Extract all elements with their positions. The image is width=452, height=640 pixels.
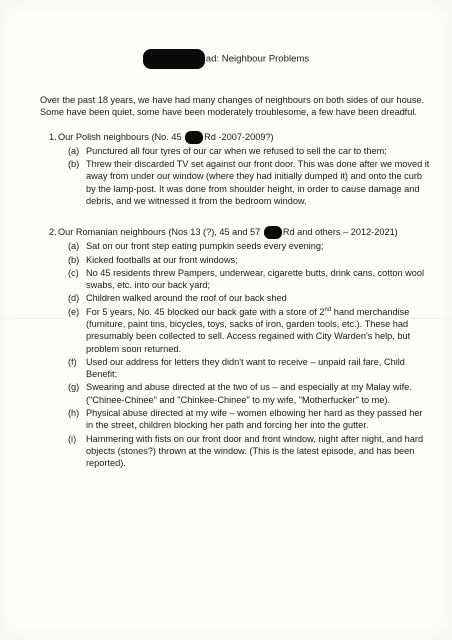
list-item bbox=[68, 267, 430, 292]
item-label: (b) bbox=[68, 254, 80, 265]
document-title bbox=[0, 49, 452, 69]
document-body bbox=[40, 94, 430, 471]
list-item bbox=[68, 433, 430, 470]
item-text: Hammering with fists on our front door and front window, night after night, and hard objects (stones?) thrown at the window. (This is the latest episode, and has been reported). bbox=[86, 433, 424, 469]
section-heading bbox=[58, 226, 430, 239]
item-text: Physical abuse directed at my wife – women elbowing her hard as they passed her in the street, children blocking her path and forcing her into the gutter. bbox=[86, 408, 423, 431]
list-item bbox=[68, 306, 430, 355]
item-label: (a) bbox=[68, 241, 80, 252]
item-label: (b) bbox=[68, 158, 80, 169]
item-label: (h) bbox=[68, 408, 80, 419]
redaction-mark bbox=[185, 131, 203, 144]
list-item bbox=[68, 240, 430, 252]
superscript: nd bbox=[324, 306, 332, 313]
item-text: Used our address for letters they didn't want to receive – unpaid rail fare, Child Benefit; bbox=[86, 356, 405, 380]
item-label: (i) bbox=[68, 433, 77, 444]
section-polish-neighbours bbox=[40, 131, 430, 208]
heading-text-post: Rd -2007-2009?) bbox=[204, 131, 274, 142]
item-label: (d) bbox=[68, 293, 80, 304]
list-item bbox=[68, 254, 430, 266]
section-romanian-neighbours bbox=[40, 226, 430, 469]
item-text: Sat on our front step eating pumpkin seeds every evening; bbox=[86, 241, 324, 252]
list-item bbox=[68, 292, 430, 304]
redaction-mark bbox=[143, 49, 205, 69]
item-label: (f) bbox=[68, 356, 77, 367]
item-text: Punctured all four tyres of our car when we refused to sell the car to them; bbox=[86, 145, 387, 156]
item-label: (c) bbox=[68, 267, 79, 278]
item-label: (e) bbox=[68, 306, 80, 317]
heading-text-post: Rd and others – 2012-2021) bbox=[282, 227, 398, 238]
list-item bbox=[68, 381, 430, 406]
item-text: Swearing and abuse directed at the two of us – and especially at my Malay wife. ("Chinee-Chinee" and "Chinkee-Chinee" to my wife, "Motherfucker" to me). bbox=[86, 382, 412, 405]
section-number: 2. bbox=[49, 227, 57, 238]
section-heading bbox=[58, 131, 430, 144]
item-label: (a) bbox=[68, 145, 80, 156]
title-text: ad: Neighbour Problems bbox=[205, 53, 310, 65]
list-item bbox=[68, 158, 430, 207]
item-text: Children walked around the roof of our back shed bbox=[86, 293, 287, 304]
list-item bbox=[68, 145, 430, 157]
heading-text-pre: Our Polish neighbours (No. 45 bbox=[58, 131, 182, 142]
item-text: Kicked footballs at our front windows; bbox=[86, 254, 238, 265]
list-item bbox=[68, 356, 430, 381]
item-label: (g) bbox=[68, 382, 80, 393]
item-text: No 45 residents threw Pampers, underwear, cigarette butts, drink cans, cotton wool swabs, etc. into our back yard; bbox=[86, 267, 425, 291]
heading-text-pre: Our Romanian neighbours (Nos 13 (?), 45 and 57 bbox=[58, 227, 261, 238]
section-number: 1. bbox=[49, 131, 57, 142]
item-text-pre: For 5 years, No. 45 blocked our back gate with a store of 2 bbox=[86, 306, 325, 317]
list-item bbox=[68, 407, 430, 432]
redaction-mark bbox=[264, 226, 282, 239]
item-text bbox=[86, 307, 410, 354]
item-text: Threw their discarded TV set against our front door. This was done after we moved it away from under our window (where they had initially dumped it) and onto the curb by the lamp-post. It was done from shoulder height, in order to cause damage and debris, and we witnessed it from the bedroom window. bbox=[86, 158, 430, 206]
item-text-post: hand merchandise (furniture, paint tins, bicycles, toys, sacks of iron, garden tools, etc.). These had presumably been collected to sell. Access regained with City Warden's help, but problem soon returned. bbox=[86, 306, 411, 354]
intro-paragraph: Over the past 18 years, we have had many changes of neighbours on both sides of our house. Some have been quiet, some have been moderately troublesome, a few have been dreadful. bbox=[40, 95, 425, 118]
